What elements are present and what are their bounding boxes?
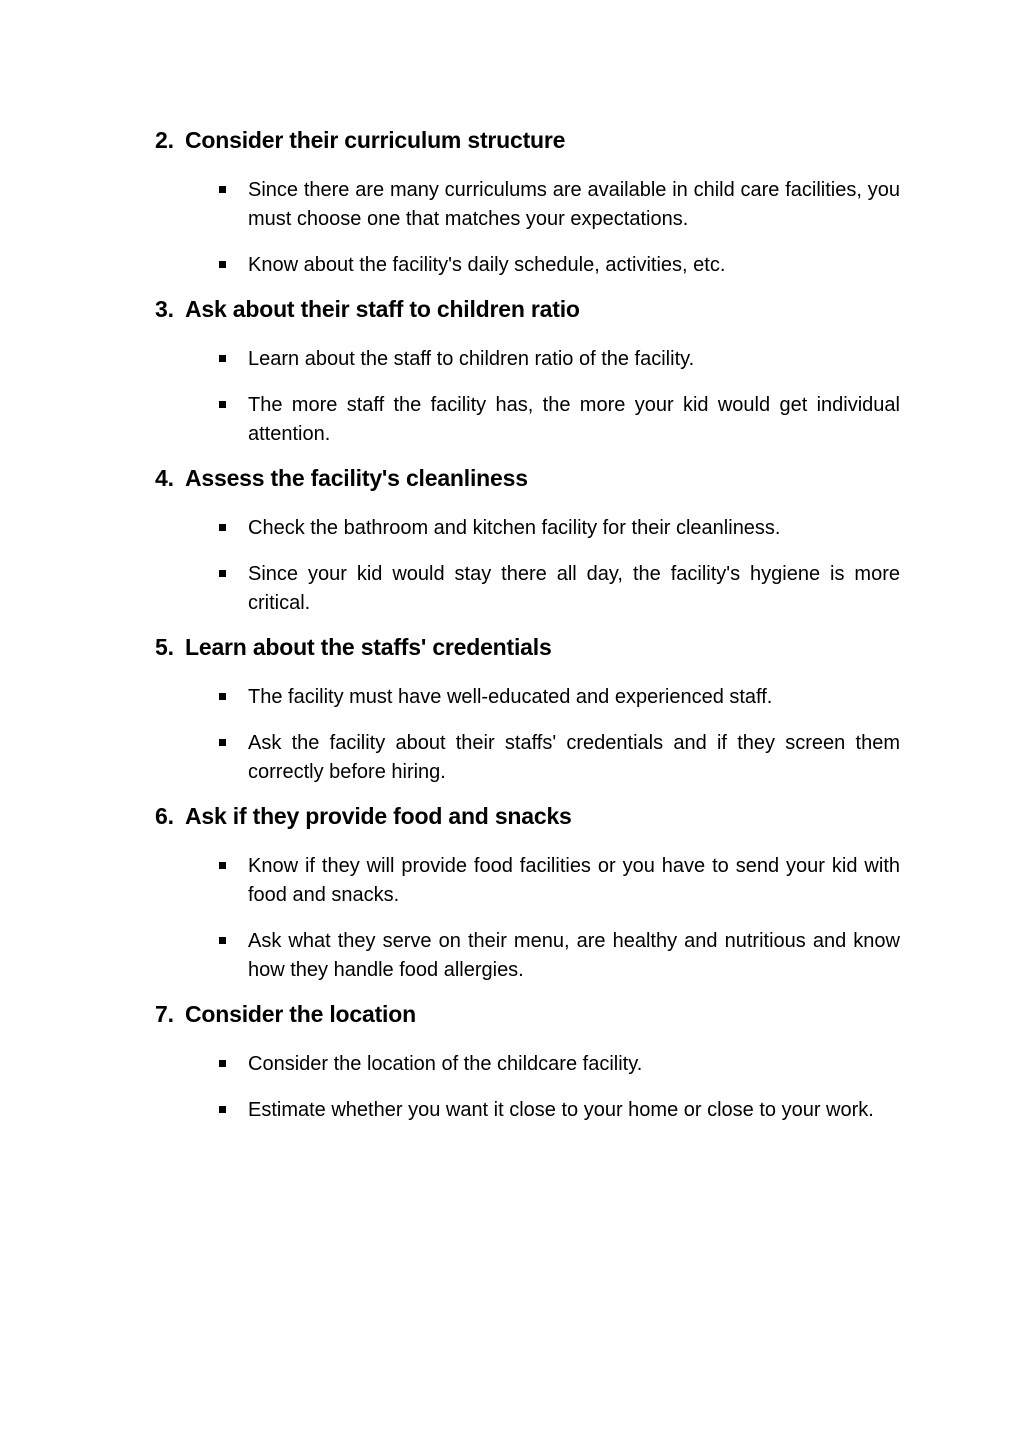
square-bullet-icon xyxy=(219,570,226,577)
section-number: 7. xyxy=(155,1001,174,1027)
bullet-text: Ask the facility about their staffs' credentials and if they screen them correctly before hiring. xyxy=(248,732,900,783)
section-title: Ask if they provide food and snacks xyxy=(185,803,572,829)
bullet-text: Know if they will provide food facilities or you have to send your kid with food and snacks. xyxy=(248,855,900,906)
square-bullet-icon xyxy=(219,937,226,944)
list-item xyxy=(155,683,900,712)
section-heading xyxy=(155,800,900,832)
section-number: 2. xyxy=(155,127,174,153)
square-bullet-icon xyxy=(219,186,226,193)
section-title: Learn about the staffs' credentials xyxy=(185,634,552,660)
bullet-list xyxy=(155,514,900,618)
square-bullet-icon xyxy=(219,401,226,408)
square-bullet-icon xyxy=(219,261,226,268)
bullet-list xyxy=(155,683,900,787)
list-item xyxy=(155,345,900,374)
bullet-text: Since your kid would stay there all day, the facility's hygiene is more critical. xyxy=(248,563,900,614)
section-5 xyxy=(155,631,900,787)
square-bullet-icon xyxy=(219,739,226,746)
bullet-list xyxy=(155,1050,900,1125)
section-3 xyxy=(155,293,900,449)
bullet-text: Know about the facility's daily schedule, activities, etc. xyxy=(248,254,726,276)
list-item xyxy=(155,852,900,910)
bullet-list xyxy=(155,345,900,449)
section-6 xyxy=(155,800,900,985)
square-bullet-icon xyxy=(219,862,226,869)
bullet-text: Ask what they serve on their menu, are healthy and nutritious and know how they handle food allergies. xyxy=(248,930,900,981)
list-item xyxy=(155,1050,900,1079)
section-heading xyxy=(155,124,900,156)
section-4 xyxy=(155,462,900,618)
bullet-text: Learn about the staff to children ratio of the facility. xyxy=(248,348,695,370)
bullet-text: Estimate whether you want it close to your home or close to your work. xyxy=(248,1099,874,1121)
list-item xyxy=(155,927,900,985)
bullet-text: Consider the location of the childcare facility. xyxy=(248,1053,643,1075)
list-item xyxy=(155,1096,900,1125)
bullet-text: The facility must have well-educated and experienced staff. xyxy=(248,686,773,708)
list-item xyxy=(155,251,900,280)
section-heading xyxy=(155,998,900,1030)
list-item xyxy=(155,176,900,234)
section-number: 6. xyxy=(155,803,174,829)
square-bullet-icon xyxy=(219,693,226,700)
bullet-text: Check the bathroom and kitchen facility for their cleanliness. xyxy=(248,517,781,539)
section-heading xyxy=(155,293,900,325)
section-7 xyxy=(155,998,900,1125)
square-bullet-icon xyxy=(219,1106,226,1113)
section-number: 3. xyxy=(155,296,174,322)
bullet-list xyxy=(155,852,900,985)
section-title: Consider the location xyxy=(185,1001,416,1027)
list-item xyxy=(155,514,900,543)
section-2 xyxy=(155,124,900,280)
list-item xyxy=(155,729,900,787)
square-bullet-icon xyxy=(219,524,226,531)
section-title: Consider their curriculum structure xyxy=(185,127,566,153)
bullet-list xyxy=(155,176,900,280)
section-list xyxy=(155,124,900,1138)
section-number: 4. xyxy=(155,465,174,491)
list-item xyxy=(155,560,900,618)
section-heading xyxy=(155,462,900,494)
list-item xyxy=(155,391,900,449)
square-bullet-icon xyxy=(219,355,226,362)
section-number: 5. xyxy=(155,634,174,660)
section-heading xyxy=(155,631,900,663)
bullet-text: The more staff the facility has, the more your kid would get individual attention. xyxy=(248,394,900,445)
section-title: Ask about their staff to children ratio xyxy=(185,296,580,322)
bullet-text: Since there are many curriculums are available in child care facilities, you must choose one that matches your expectations. xyxy=(248,179,900,230)
square-bullet-icon xyxy=(219,1060,226,1067)
section-title: Assess the facility's cleanliness xyxy=(185,465,528,491)
